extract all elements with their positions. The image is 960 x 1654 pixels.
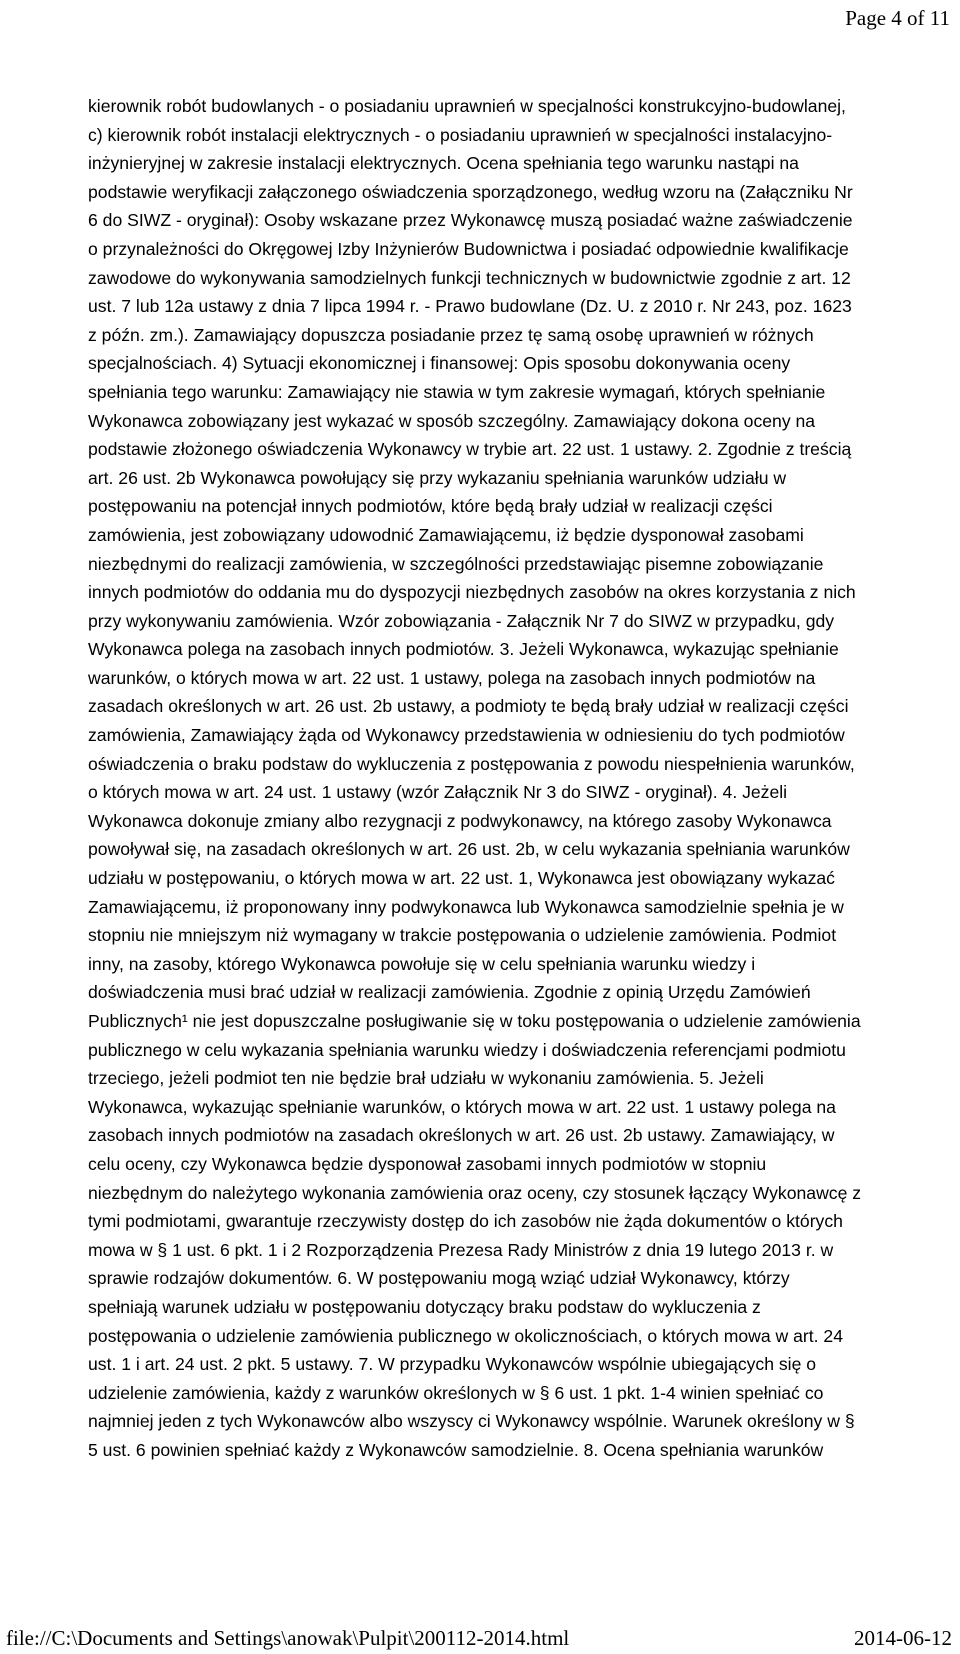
text-line: Wykonawca polega na zasobach innych podmiotów. 3. Jeżeli Wykonawca, wykazując spełnianie [88, 639, 839, 660]
text-line: zamówienia, Zamawiający żąda od Wykonawcy przedstawienia w odniesieniu do tych podmiotów [88, 725, 845, 746]
text-line: o przynależności do Okręgowej Izby Inżynierów Budownictwa i posiadać odpowiednie kwalifikacje [88, 238, 849, 259]
text-line: 5 ust. 6 powinien spełniać każdy z Wykonawców samodzielnie. 8. Ocena spełniania warunków [88, 1439, 824, 1460]
text-line: podstawie złożonego oświadczenia Wykonawcy w trybie art. 22 ust. 1 ustawy. 2. Zgodnie z treścią [88, 439, 852, 460]
text-line: publicznego w celu wykazania spełniania warunku wiedzy i doświadczenia referencjami podmiotu [88, 1039, 846, 1060]
text-line: trzeciego, jeżeli podmiot ten nie będzie brał udziału w wykonaniu zamówienia. 5. Jeżeli [88, 1068, 764, 1089]
text-line: powoływał się, na zasadach określonych w art. 26 ust. 2b, w celu wykazania spełniania warunków [88, 839, 850, 860]
footer-file-path: file://C:\Documents and Settings\anowak\Pulpit\200112-2014.html [6, 1626, 570, 1650]
text-line: ust. 7 lub 12a ustawy z dnia 7 lipca 1994 r. - Prawo budowlane (Dz. U. z 2010 r. Nr 243, poz. 1623 [88, 296, 852, 317]
page-number: Page 4 of 11 [845, 6, 950, 30]
text-line: specjalnościach. 4) Sytuacji ekonomicznej i finansowej: Opis sposobu dokonywania oceny [88, 353, 791, 374]
text-line: warunków, o których mowa w art. 22 ust. 1 ustawy, polega na zasobach innych podmiotów na [88, 667, 816, 688]
text-line: stopniu nie mniejszym niż wymagany w trakcie postępowania o udzielenie zamówienia. Podmiot [88, 925, 837, 946]
text-line: zawodowe do wykonywania samodzielnych funkcji technicznych w budownictwie zgodnie z art. 12 [88, 267, 851, 288]
text-line: oświadczenia o braku podstaw do wykluczenia z postępowania z powodu niespełnienia warunków, [88, 753, 855, 774]
text-line: inżynieryjnej w zakresie instalacji elektrycznych. Ocena spełniania tego warunku nastąpi na [88, 153, 799, 174]
text-line: udziału w postępowaniu, o których mowa w art. 22 ust. 1, Wykonawca jest obowiązany wykazać [88, 868, 835, 889]
text-line: innych podmiotów do oddania mu do dyspozycji niezbędnych zasobów na okres korzystania z nich [88, 582, 856, 603]
text-line: najmniej jeden z tych Wykonawców albo wszyscy ci Wykonawcy wspólnie. Warunek określony w § [88, 1411, 855, 1432]
text-line: postępowaniu na potencjał innych podmiotów, które będą brały udział w realizacji części [88, 496, 773, 517]
text-line: niezbędnym do należytego wykonania zamówienia oraz oceny, czy stosunek łączący Wykonawcę z [88, 1182, 862, 1203]
text-line: spełniania tego warunku: Zamawiający nie stawia w tym zakresie wymagań, których spełnianie [88, 381, 826, 402]
text-line: ust. 1 i art. 24 ust. 2 pkt. 5 ustawy. 7. W przypadku Wykonawców wspólnie ubiegających się o [88, 1354, 817, 1375]
text-line: zasobach innych podmiotów na zasadach określonych w art. 26 ust. 2b ustawy. Zamawiający, w [88, 1125, 835, 1146]
text-line: z późn. zm.). Zamawiający dopuszcza posiadanie przez tę samą osobę uprawnień w różnych [88, 324, 814, 345]
text-line: sprawie rodzajów dokumentów. 6. W postępowaniu mogą wziąć udział Wykonawcy, którzy [88, 1268, 790, 1289]
text-line: 6 do SIWZ - oryginał): Osoby wskazane przez Wykonawcę muszą posiadać ważne zaświadczenie [88, 210, 853, 231]
text-line: doświadczenia musi brać udział w realizacji zamówienia. Zgodnie z opinią Urzędu Zamówień [88, 982, 811, 1003]
text-line: celu oceny, czy Wykonawca będzie dysponował zasobami innych podmiotów w stopniu [88, 1153, 767, 1174]
text-line: art. 26 ust. 2b Wykonawca powołujący się przy wykazaniu spełniania warunków udziału w [88, 467, 787, 488]
text-line: postępowania o udzielenie zamówienia publicznego w okolicznościach, o których mowa w art. 24 [88, 1325, 843, 1346]
text-line: podstawie weryfikacji załączonego oświadczenia sporządzonego, według wzoru na (Załączniku Nr [88, 181, 853, 202]
text-line: tymi podmiotami, gwarantuje rzeczywisty dostęp do ich zasobów nie żąda dokumentów o których [88, 1211, 843, 1232]
text-line: kierownik robót budowlanych - o posiadaniu uprawnień w specjalności konstrukcyjno-budowlanej, [88, 96, 846, 116]
text-line: spełniają warunek udziału w postępowaniu dotyczący braku podstaw do wykluczenia z [88, 1296, 761, 1317]
text-line: przy wykonywaniu zamówienia. Wzór zobowiązania - Załącznik Nr 7 do SIWZ w przypadku, gdy [88, 610, 835, 631]
text-line: mowa w § 1 ust. 6 pkt. 1 i 2 Rozporządzenia Prezesa Rady Ministrów z dnia 19 lutego 2013 r. w [88, 1239, 834, 1260]
footer-date: 2014-06-12 [854, 1626, 952, 1650]
document-body [88, 92, 918, 1465]
text-line: Wykonawca dokonuje zmiany albo rezygnacji z podwykonawcy, na którego zasoby Wykonawca [88, 810, 832, 831]
text-line: Publicznych¹ nie jest dopuszczalne posługiwanie się w toku postępowania o udzielenie zamówienia [88, 1011, 861, 1031]
text-line: o których mowa w art. 24 ust. 1 ustawy (wzór Załącznik Nr 3 do SIWZ - oryginał). 4. Jeżeli [88, 782, 788, 803]
text-line: inny, na zasoby, którego Wykonawca powołuje się w celu spełniania warunku wiedzy i [88, 953, 756, 974]
text-line: niezbędnymi do realizacji zamówienia, w szczególności przedstawiając pisemne zobowiązanie [88, 553, 824, 574]
text-line: Zamawiającemu, iż proponowany inny podwykonawca lub Wykonawca samodzielnie spełnia je w [88, 896, 844, 917]
text-line: Wykonawca zobowiązany jest wykazać w sposób szczególny. Zamawiający dokona oceny na [88, 410, 816, 431]
text-line: zasadach określonych w art. 26 ust. 2b ustawy, a podmioty te będą brały udział w realizacji części [88, 696, 849, 717]
text-line: zamówienia, jest zobowiązany udowodnić Zamawiającemu, iż będzie dysponował zasobami [88, 524, 804, 545]
text-line: c) kierownik robót instalacji elektrycznych - o posiadaniu uprawnień w specjalności instalacyjno- [88, 124, 833, 145]
text-line: udzielenie zamówienia, każdy z warunków określonych w § 6 ust. 1 pkt. 1-4 winien spełniać co [88, 1382, 824, 1403]
text-line: Wykonawca, wykazując spełnianie warunków, o których mowa w art. 22 ust. 1 ustawy polega na [88, 1096, 836, 1117]
